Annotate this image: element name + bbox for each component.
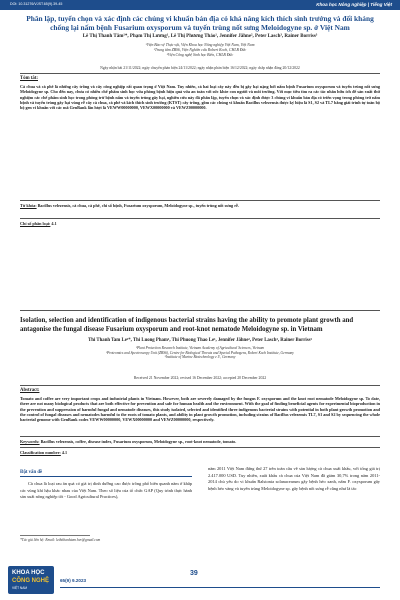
vn-affiliations [20,43,380,57]
logo-line-2: CÔNG NGHỆ [12,578,50,584]
vn-classification-value: 4.1 [50,221,57,226]
en-authors: Thi Thanh Tam Le¹*, Thi Luong Pham¹, Thi Phuong Thao Le¹, Jennifer Jähne², Peter Lasch³, Rainer Borriss³ [88,338,312,343]
intro-heading: Đặt vấn đề [20,470,192,477]
en-affiliation-2: ²Proteomics and Spectroscopy Unit (ZBS6), Centre for Biological Threats and Special Pathogens, Robert Koch Institute, Germany [106,350,294,355]
en-keywords-label: Keywords: [20,439,40,444]
footnote-divider [20,535,90,536]
vn-affiliation-1: ¹Viện Bảo vệ Thực vật, Viện Khoa học Nông nghiệp Việt Nam, Việt Nam [145,43,255,47]
journal-section-label: Khoa học Nông nghiệp | Tiếng Việt [316,1,392,7]
top-banner [0,0,400,10]
divider [20,385,380,386]
divider [20,200,380,201]
divider [20,436,380,437]
en-classification [20,450,67,455]
en-dates: Received 21 November 2022; revised 16 December 2022; accepted 20 December 2022 [133,376,267,380]
intro-paragraph-left: Cà chua là loại rau ăn quả có giá trị dinh dưỡng cao được trồng phổ biến quanh năm ở khắp các vùng khí hậu khác nhau của Việt Nam. Theo số liệu của tổ chức GAP (Quy trình thực hành sản xuất nông nghiệp tốt - Good Agricultural Practices), [20,481,192,500]
vn-classification-label: Chỉ số phân loại: [20,221,51,226]
vn-dates: Ngày nhận bài 21/11/2022; ngày chuyển phản biện 24/11/2022; ngày nhận phản biện 16/12/2022; ngày chấp nhận đăng 20/12/2022 [100,66,300,70]
vn-abstract: Cà chua và cà phê là những cây trồng và cây công nghiệp rất quan trọng ở Việt Nam. Tuy nhiên, cả hai loại cây này đều bị gây hại nặng bởi nấm bệnh Fusarium oxysporum và tuyến trùng nốt sưng Meloidogyne sp. Cho đến nay, chưa có nhiều chế phẩm sinh học vừa phòng bệnh hiệu quả vừa an toàn với sức khỏe con người và môi trường. Với mục tiêu tìm ra các tác nhân hữu ích để sản xuất thử nghiệm các chế phẩm sinh học trong phòng trừ bệnh nấm và tuyến trùng gây hại, nghiên cứu này đã phân lập, tuyển chọn và xác định được 3 chủng vi khuẩn bản địa có triển vọng trong phòng trừ nấm bệnh và tuyến trùng gây hại vùng rễ cây cà chua, cà phê và kích thích sinh trưởng (KTST) cây trồng, gồm các chủng vi khuẩn Bacillus velezensis được ký hiệu là S1, S2 và TL7 bằng giải trình tự toàn bộ bộ gen vi khuẩn với các mã GenBank lần lượt là VEWW00000000, VEWX00000000 và VEWZ00000000. [20,84,380,111]
en-affiliation-3: ³Institute of Marine Biotechnology e.V., Germany [164,355,236,360]
vn-keywords [20,203,380,208]
page-number: 39 [190,570,198,577]
vn-keywords-text: Bacillus velezensis, cà chua, cà phê, chi số bệnh, Fusarium oxysporum, Meloidogyne sp., tuyến trùng nốt sưng rễ. [36,203,239,208]
vn-abstract-heading: Tóm tắt: [20,76,38,81]
body-right-column [208,466,380,492]
divider [20,447,380,448]
vn-affiliation-2: ²Trung tâm ZBS6, Viện Nghiên cứu Robert Koch, CHLB Đức [153,47,247,52]
divider [20,73,380,74]
en-keywords-text: Bacillus velezensis, coffee, disease index, Fusarium oxysporum, Meloidogyne sp., root-knot nematode, tomato. [39,439,237,444]
logo-line-3: VIỆT NAM [12,586,27,590]
vn-keywords-label: Từ khóa: [20,203,37,208]
divider [20,218,380,219]
en-abstract: Tomato and coffee are very important crops and industrial plants in Vietnam. However, both are severely damaged by the fungus F. oxysporum and the knot root nematode Meloidogyne sp. To date, there are not many biological products that are both effective for prevention and safe for human health and the environment. With the goal of finding beneficial agents for experimental bioproduction in the prevention and suppression of harmful fungal and nematode diseases, this study isolated, selected and identified three indigenous bacterial strains with potential in both plant growth promotion and the control of fungal diseases and nematodes harmful to the roots of tomato plants, and ability in plant growth promotion, including strains of Bacillus velezensis TL7, S1 and S2 by sequencing the whole bacterial genome with GenBank codes VEWW00000000, VEWX00000000 and VEWZ00000000, respectively. [20,396,380,423]
en-classification-label: Classification number: [20,450,61,455]
vn-affiliation-3: ³Viện Công nghệ Sinh học Biển, CHLB Đức [166,52,234,57]
divider [20,310,380,311]
en-affiliation-1: ¹Plant Protection Research Institute, Vietnam Academy of Agricultural Sciences, Vietnam [135,346,265,350]
footer-divider [60,587,380,588]
doi-label: DOI: 10.31276/VJST.65(9).39-45 [10,2,63,6]
vn-article-title: Phân lập, tuyển chọn và xác định các chủng vi khuẩn bản địa có khả năng kích thích sinh trưởng và đối kháng chống lại nấm bệnh Fusarium oxysporum và tuyến trùng nốt sưng Meloidogyne sp. ở Việt Nam [26,14,374,33]
corresponding-author-footnote: *Tác giả liên hệ: Email: lethithanhtam.hvv@gmail.com [20,538,101,542]
en-affiliations [20,346,380,360]
logo-line-1: KHOA HỌC [12,570,45,576]
vn-classification [20,221,57,226]
issue-number: 65(9) 9.2023 [60,578,87,583]
en-classification-value: 4.1 [60,450,68,455]
en-article-title: Isolation, selection and identification of indigenous bacterial strains having the ability to promote plant growth and antagonise the fungal disease Fusarium oxysporum and root-knot nematode Meloidogyne sp. in Vietnam [20,317,354,334]
body-left-column [20,470,192,501]
en-abstract-heading: Abstract: [20,388,40,393]
intro-paragraph-right: năm 2011 Việt Nam đứng thứ 27 trên toàn cầu về sản lượng cà chua xuất khẩu, với tổng giá trị 2.417.000 USD. Tuy nhiên, xuất khẩu cà chua của Việt Nam đã giảm 30,7% trong năm 2011-2014 chủ yếu do vi khuẩn Ralstonia solanacearum gây bệnh héo xanh, nấm F. oxysporum gây bệnh héo vàng và tuyến trùng Meloidogyne sp. gây bệnh nốt sưng rễ cũng như là tác [208,466,380,491]
en-keywords [20,439,380,444]
vn-authors: Lê Thị Thanh Tâm¹*, Phạm Thị Lương¹, Lê Thị Phương Thảo¹, Jennifer Jähne², Peter Lasch³, Rainer Borriss³ [82,34,318,39]
journal-logo [8,566,54,594]
